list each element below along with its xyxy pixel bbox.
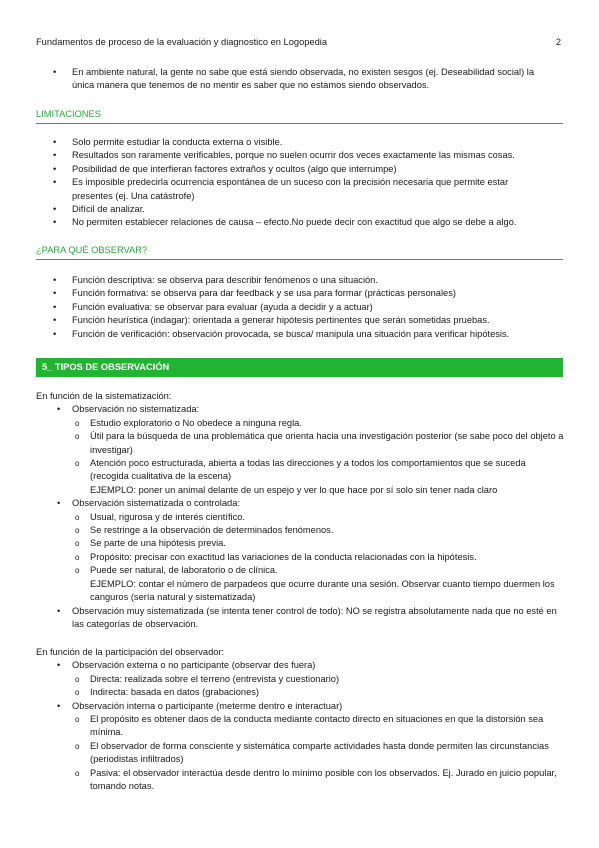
list-item: • Observación interna o participante (meterme dentro e interactuar) o El propósito es obtener daos de la conducta mediante contacto directo en situaciones en que la distorsión sea mínima. o El observador de forma consciente y sistemática comparte actividades hasta donde permiten las circunstancias (periodistas infiltrados) o Pasiva: el observador interactúa desde dentro lo mínimo posible con los observados. Ej. Jurado en juicio popular, tomando notas.: [36, 700, 566, 794]
circle-bullet-icon: o: [75, 674, 80, 684]
list-item: o Indirecta: basada en datos (grabaciones): [36, 686, 566, 699]
list-item: • Observación externa o no participante (observar des fuera) o Directa: realizada sobre el terreno (entrevista y cuestionario) o Indirecta: basada en datos (grabaciones): [36, 659, 566, 699]
list-item: • Función evaluativa: se observar para evaluar (ayuda a decidir y a actuar): [36, 301, 563, 314]
limitaciones-heading: LIMITACIONES: [36, 107, 563, 124]
list-item: o Propósito: precisar con exactitud las variaciones de la conducta relacionadas con la hipótesis.: [36, 551, 566, 564]
list-item: o Directa: realizada sobre el terreno (entrevista y cuestionario): [36, 673, 566, 686]
list-item: o Puede ser natural, de laboratorio o de clínica.: [36, 564, 566, 577]
circle-bullet-icon: o: [75, 418, 80, 428]
example-text: EJEMPLO: contar el número de parpadeos que ocurre durante una sesión. Observar cuanto tiempo duermen los canguros (sería natural y sistematizada): [90, 578, 555, 603]
bullet-icon: •: [57, 404, 61, 415]
list-item: o Se parte de una hipótesis previa.: [36, 537, 566, 550]
list-item: • No permiten establecer relaciones de causa – efecto.No puede decir con exactitud que algo se debe a algo.: [36, 216, 556, 229]
tipos-content: [36, 390, 566, 631]
para-que-section: [36, 243, 563, 260]
list-item: • Posibilidad de que interfieran factores extraños y ocultos (algo que interrumpe): [36, 163, 556, 176]
list-item: o El propósito es obtener daos de la conducta mediante contacto directo en situaciones en que la distorsión sea mínima.: [75, 714, 544, 738]
circle-bullet-icon: o: [75, 741, 80, 751]
page-header: [36, 37, 563, 51]
list-item: • Función descriptiva: se observa para describir fenómenos o una situación.: [36, 274, 563, 287]
bullet-icon: •: [53, 150, 57, 161]
list-item: • Función de verificación: observación provocada, se busca/ manipula una situación para verificar hipótesis.: [36, 328, 563, 341]
circle-bullet-icon: o: [75, 432, 80, 442]
sistematizacion-intro: En función de la sistematización:: [36, 391, 172, 401]
circle-bullet-icon: o: [75, 566, 80, 576]
bullet-icon: •: [57, 700, 61, 711]
bullet-icon: •: [53, 137, 57, 147]
list-item: o Pasiva: el observador interactúa desde dentro lo mínimo posible con los observados. Ej. Jurado en juicio popular, tomando notas.: [75, 767, 557, 792]
circle-bullet-icon: o: [75, 688, 80, 698]
bullet-icon: •: [57, 660, 61, 671]
circle-bullet-icon: o: [75, 768, 80, 778]
bullet-icon: •: [53, 67, 57, 77]
tipos-section: [36, 358, 563, 377]
circle-bullet-icon: o: [75, 715, 80, 725]
bullet-icon: •: [57, 498, 61, 509]
limitaciones-list: [36, 136, 556, 230]
para-que-list: [36, 274, 563, 341]
circle-bullet-icon: o: [75, 459, 80, 469]
circle-bullet-icon: o: [75, 552, 80, 562]
bullet-icon: •: [53, 204, 57, 215]
bullet-icon: •: [53, 217, 57, 228]
list-item: • Observación no sistematizada: o Estudio exploratorio o No obedece a ninguna regla. o Útil para la búsqueda de una problemática que orienta hacia una investigación posterior (se sabe poco del objeto a investigar) o Atención poco estructurada, abierta a todas las direcciones y a todos los comportamientos que se suceda (recogida cualitativa de la escena) EJEMPLO: poner un animal delante de un espejo y ver lo que hace por sí solo sin tener nada claro: [36, 403, 566, 497]
list-item: • En ambiente natural, la gente no sabe que está siendo observada, no existen sesgos (ej. Deseabilidad social) la única manera que tenemos de no mentir es saber que no estamos siendo observados.: [53, 67, 535, 91]
header-title: Fundamentos de proceso de la evaluación y diagnostico en Logopedia: [36, 37, 327, 47]
bullet-icon: •: [53, 177, 57, 188]
list-item: • Función formativa: se observa para dar feedback y se usa para formar (prácticas personales): [36, 287, 563, 300]
bullet-icon: •: [53, 288, 57, 299]
limitaciones-section: [36, 107, 563, 124]
list-item: • Función heurística (indagar): orientada a generar hipótesis pertinentes que serán sometidas pruebas.: [36, 314, 563, 327]
participacion-content: [36, 646, 566, 793]
bullet-icon: •: [53, 315, 57, 326]
list-item: • Resultados son raramente verificables, porque no suelen ocurrir dos veces exactamente las mismas cosas.: [36, 149, 556, 162]
bullet-icon: •: [53, 301, 57, 312]
list-item: o Estudio exploratorio o No obedece a ninguna regla.: [36, 417, 566, 430]
page-number: 2: [555, 37, 561, 47]
list-item: o Atención poco estructurada, abierta a todas las direcciones y a todos los comportamientos que se suceda (recogida cualitativa de la escena): [75, 458, 526, 482]
list-item: o Útil para la búsqueda de una problemática que orienta hacia una investigación posterior (se sabe poco del objeto a investigar): [75, 431, 564, 455]
list-item: • Es imposible predecirla ocurrencia espontánea de un suceso con la precisión necesaria que permite estar presentes (ej. Una catástrofe): [53, 177, 509, 201]
circle-bullet-icon: o: [75, 539, 80, 549]
list-item: • Difícil de analizar.: [36, 203, 556, 216]
list-item: • Observación sistematizada o controlada: o Usual, rigurosa y de interés científico. o Se restringe a la observación de determinados fenómenos. o Se parte de una hipótesis previa. o Propósito: precisar con exactitud las variaciones de la conducta relacionadas con la hipótesis. o Puede ser natural, de laboratorio o de clínica. EJEMPLO: contar el número de parpadeos que ocurre durante una sesión. Observar cuanto tiempo duermen los canguros (sería natural y sistematizada): [36, 497, 566, 604]
list-item: o El observador de forma consciente y sistemática comparte actividades hasta donde permiten las circunstancias (periodistas infiltrados): [75, 740, 549, 765]
bullet-icon: •: [53, 275, 57, 285]
list-item: • Solo permite estudiar la conducta externa o visible.: [36, 136, 556, 149]
circle-bullet-icon: o: [75, 512, 80, 522]
list-item: • Observación muy sistematizada (se intenta tener control de todo): NO se registra absolutamente nada que no esté en las categorías de observación.: [57, 605, 557, 629]
section-banner: 5_ TIPOS DE OBSERVACIÓN: [36, 358, 563, 377]
list-item: o Usual, rigurosa y de interés científico.: [36, 511, 566, 524]
circle-bullet-icon: o: [75, 526, 80, 536]
bullet-icon: •: [57, 605, 61, 616]
bullet-icon: •: [53, 163, 57, 174]
para-que-heading: ¿PARA QUÉ OBSERVAR?: [36, 243, 563, 260]
list-item: o Se restringe a la observación de determinados fenómenos.: [36, 524, 566, 537]
intro-section: [36, 66, 556, 93]
example-text: EJEMPLO: poner un animal delante de un espejo y ver lo que hace por sí solo sin tener nada claro: [90, 484, 498, 495]
participacion-intro: En función de la participación del observador:: [36, 647, 225, 657]
bullet-icon: •: [53, 328, 57, 339]
